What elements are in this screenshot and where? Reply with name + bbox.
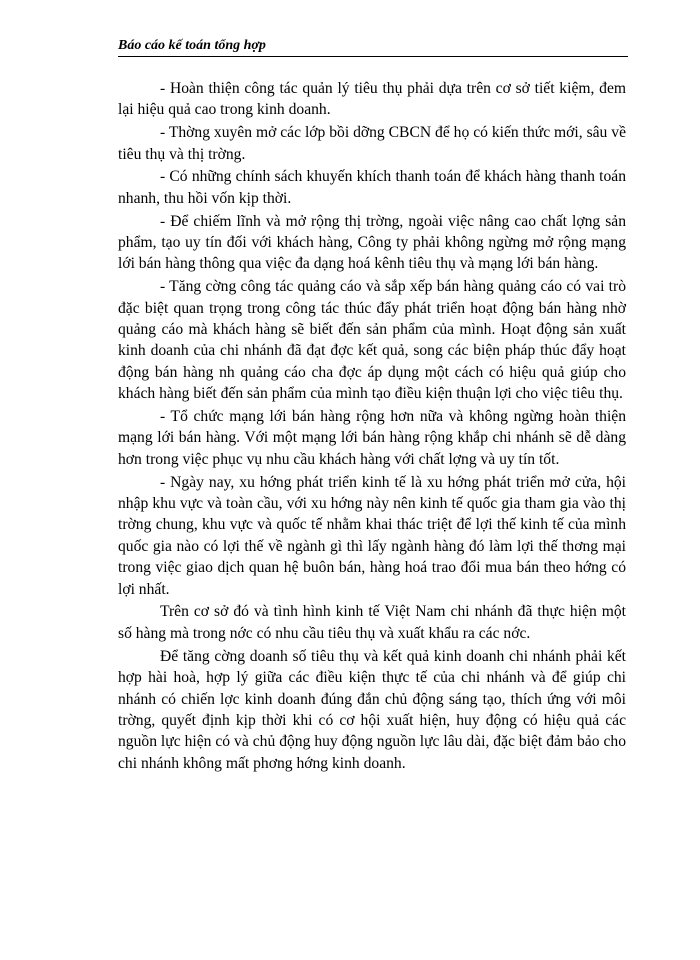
paragraph: - Thờng xuyên mở các lớp bồi dỡng CBCN để họ có kiến thức mới, sâu về tiêu thụ và thị trờng. [118, 124, 626, 163]
paragraph: - Tăng cờng công tác quảng cáo và sắp xếp bán hàng quảng cáo có vai trò đặc biệt quan trọng trong công tác thúc đẩy phát triển hoạt động bán hàng nhờ quảng cáo mà khách hàng sẽ biết đến sản phẩm của mình. Hoạt động sản xuất kinh doanh của chi nhánh đã đạt đợc kết quả, song các biện pháp thúc đẩy hoạt động bán hàng nh quảng cáo cha đợc áp dụng một cách có hiệu quả giúp cho khách hàng biết đến sản phẩm của mình tạo điều kiện thuận lợi cho việc tiêu thụ. [118, 278, 626, 403]
page-header-title: Báo cáo kế toán tổng hợp [118, 38, 266, 53]
paragraph: - Để chiếm lĩnh và mở rộng thị trờng, ngoài việc nâng cao chất lợng sản phẩm, tạo uy tín đối với khách hàng, Công ty phải không ngừng mở rộng mạng lới bán hàng thông qua việc đa dạng hoá kênh tiêu thụ và mạng lới bán hàng. [118, 212, 626, 273]
paragraph: Trên cơ sở đó và tình hình kinh tế Việt Nam chi nhánh đã thực hiện một số hàng mà trong nớc có nhu cầu tiêu thụ và xuất khẩu ra các nớc. [118, 603, 626, 642]
paragraph: - Tổ chức mạng lới bán hàng rộng hơn nữa và không ngừng hoàn thiện mạng lới bán hàng. Với một mạng lới bán hàng rộng khắp chi nhánh sẽ dễ dàng hơn trong việc phục vụ nhu cầu khách hàng với chất lợng và uy tín tốt. [118, 408, 626, 468]
paragraph: - Ngày nay, xu hớng phát triển kinh tế là xu hớng phát triển mở cửa, hội nhập khu vực và toàn cầu, với xu hớng này nên kinh tế quốc gia tham gia vào thị trờng chung, khu vực và quốc tế nhằm khai thác triệt để lợi thế kinh tế của mình quốc gia nào có lợi thế về ngành gì thì lấy ngành hàng đó làm lợi thế thơng mại trong việc giao dịch quan hệ buôn bán, hàng hoá trao đổi mua bán theo hớng có lợi nhất. [118, 473, 626, 598]
paragraph: Để tăng cờng doanh số tiêu thụ và kết quả kinh doanh chi nhánh phải kết hợp hài hoà, hợp lý giữa các điều kiện thực tế của chi nhánh và để giúp chi nhánh có chiến lợc kinh doanh đúng đắn chủ động sáng tạo, thích ứng với môi trờng, quyết định kịp thời khi có cơ hội xuất hiện, huy động có hiệu quả các nguồn lực hiện có và chủ động huy động nguồn lực lâu dài, đặc biệt đảm bảo cho chi nhánh không mất phơng hớng kinh doanh. [118, 647, 626, 772]
paragraph: - Có những chính sách khuyến khích thanh toán để khách hàng thanh toán nhanh, thu hồi vốn kịp thời. [118, 168, 626, 207]
paragraph: - Hoàn thiện công tác quản lý tiêu thụ phải dựa trên cơ sở tiết kiệm, đem lại hiệu quả cao trong kinh doanh. [118, 80, 626, 119]
document-body [118, 78, 626, 776]
header-rule [118, 56, 628, 57]
